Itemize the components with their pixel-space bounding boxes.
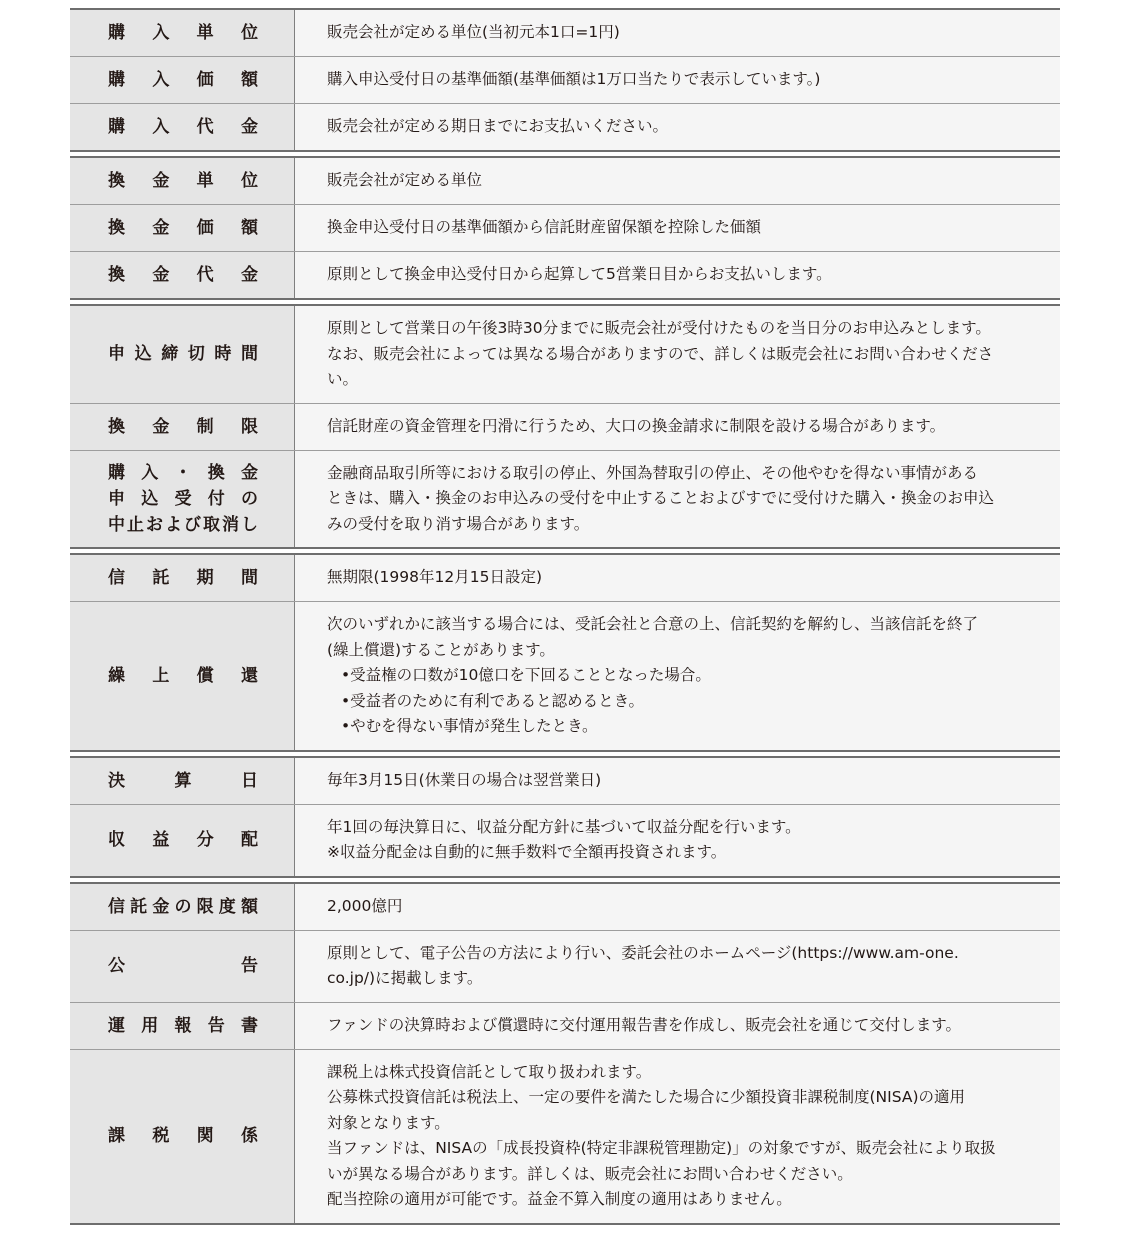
row-value-line: みの受付を取り消す場合があります。 (327, 514, 590, 533)
row-value-cell (295, 205, 1060, 251)
row-value-cell (295, 1050, 1060, 1223)
row-value-line: •受益権の口数が10億口を下回ることとなった場合。 (341, 666, 711, 684)
section-group (70, 882, 1060, 1225)
row-label-cell (70, 57, 295, 103)
section-group (70, 553, 1060, 752)
row-label-cell (70, 931, 295, 1002)
row-value-cell (295, 404, 1060, 450)
row-label: 収 益 分 配 (108, 830, 258, 850)
row-value-line: 販売会社が定める期日までにお支払いください。 (327, 117, 669, 136)
row-value-line: 対象となります。 (327, 1113, 450, 1132)
row-value-line: 次のいずれかに該当する場合には、受託会社と合意の上、信託契約を解約し、当該信託を終了 (327, 615, 979, 633)
row-value-line: ファンドの決算時および償還時に交付運用報告書を作成し、販売会社を通じて交付します。 (327, 1015, 961, 1034)
table-row (70, 1049, 1060, 1223)
table-row (70, 204, 1060, 251)
row-value-line: •やむを得ない事情が発生したとき。 (341, 717, 598, 735)
row-value-cell (295, 158, 1060, 204)
row-value-line: 購入申込受付日の基準価額(基準価額は1万口当たりで表示しています。) (327, 70, 821, 89)
row-value-line: 年1回の毎決算日に、収益分配方針に基づいて収益分配を行います。 (327, 817, 801, 836)
row-label: 換 金 制 限 (108, 416, 258, 437)
section-group (70, 8, 1060, 152)
row-value-cell (295, 451, 1060, 548)
row-value-line: 公募株式投資信託は税法上、一定の要件を満たした場合に少額投資非課税制度(NISA)の適用 (327, 1088, 965, 1106)
row-value-line: 原則として営業日の午後3時30分までに販売会社が受付けたものを当日分のお申込みとします。 (327, 319, 991, 337)
row-label-cell (70, 758, 295, 804)
row-label: 信 託 金 の 限 度 額 (108, 896, 258, 917)
row-label-cell (70, 602, 295, 750)
row-label: 繰 上 償 還 (108, 665, 258, 686)
row-label: 購 入 ・ 換 金 (108, 462, 258, 483)
row-label: 運 用 報 告 書 (108, 1015, 258, 1036)
row-label: 購 入 単 位 (108, 23, 258, 43)
section-group (70, 756, 1060, 878)
row-label: 申 込 締 切 時 間 (108, 344, 258, 365)
row-label: 公 告 (108, 956, 258, 976)
row-value-line: 販売会社が定める単位 (327, 171, 483, 190)
row-label: 申 込 受 付 の (108, 488, 258, 509)
table-row (70, 804, 1060, 876)
row-label: 決 算 日 (108, 770, 258, 791)
row-value-line: ときは、購入・換金のお申込みの受付を中止することおよびすでに受付けた購入・換金のお申込 (327, 489, 994, 507)
row-value-cell (295, 1003, 1060, 1049)
row-label: 換 金 価 額 (108, 218, 258, 238)
row-value-line: 無期限(1998年12月15日設定) (327, 568, 542, 587)
row-label: 信 託 期 間 (108, 568, 258, 588)
table-row (70, 758, 1060, 804)
row-value-cell (295, 805, 1060, 876)
row-value-line: なお、販売会社によっては異なる場合がありますので、詳しくは販売会社にお問い合わせくださ (327, 344, 994, 363)
row-label-cell (70, 104, 295, 150)
row-value-cell (295, 931, 1060, 1002)
row-value-line: 課税上は株式投資信託として取り扱われます。 (327, 1062, 652, 1081)
table-row (70, 56, 1060, 103)
row-value-line: co.jp/)に掲載します。 (327, 969, 483, 987)
row-value-line: 原則として換金申込受付日から起算して5営業日目からお支払いします。 (327, 265, 832, 284)
row-label: 購 入 代 金 (108, 117, 258, 137)
row-value-line: •受益者のために有利であると認めるとき。 (341, 691, 645, 710)
table-row (70, 158, 1060, 204)
table-row (70, 601, 1060, 750)
row-value-line: (繰上償還)することがあります。 (327, 640, 555, 659)
row-label-cell (70, 205, 295, 251)
table-row (70, 251, 1060, 298)
table-row (70, 884, 1060, 930)
table-row (70, 555, 1060, 601)
row-value-cell (295, 252, 1060, 298)
row-label: 中 止 お よ び 取 消 し (108, 514, 258, 535)
row-label-cell (70, 1003, 295, 1049)
row-label: 換 金 代 金 (108, 265, 258, 285)
row-label-cell (70, 10, 295, 56)
row-label-cell (70, 805, 295, 876)
row-label: 課 税 関 係 (108, 1126, 258, 1146)
table-row (70, 1002, 1060, 1049)
table-row (70, 450, 1060, 548)
row-value-line: 配当控除の適用が可能です。益金不算入制度の適用はありません。 (327, 1190, 792, 1208)
table-row (70, 103, 1060, 150)
row-label-cell (70, 252, 295, 298)
section-group (70, 304, 1060, 549)
row-value-cell (295, 306, 1060, 403)
row-value-line: い。 (327, 370, 359, 388)
row-label-cell (70, 404, 295, 450)
row-value-line: 2,000億円 (327, 896, 403, 915)
row-value-line: 金融商品取引所等における取引の停止、外国為替取引の停止、その他やむを得ない事情がある (327, 463, 979, 482)
row-label-cell (70, 1050, 295, 1223)
fund-terms-table (70, 8, 1060, 1229)
row-value-line: 当ファンドは、NISAの「成長投資枠(特定非課税管理勘定)」の対象ですが、販売会社により取扱 (327, 1139, 996, 1157)
section-group (70, 156, 1060, 300)
row-value-cell (295, 10, 1060, 56)
row-value-cell (295, 555, 1060, 601)
row-value-line: 原則として、電子公告の方法により行い、委託会社のホームページ(https://www.am-one. (327, 943, 959, 962)
row-label-cell (70, 451, 295, 548)
row-label-cell (70, 884, 295, 930)
row-value-line: 換金申込受付日の基準価額から信託財産留保額を控除した価額 (327, 218, 762, 237)
row-value-cell (295, 758, 1060, 804)
row-label: 換 金 単 位 (108, 171, 258, 191)
row-label-cell (70, 158, 295, 204)
row-value-line: ※収益分配金は自動的に無手数料で全額再投資されます。 (327, 843, 727, 861)
row-value-line: 信託財産の資金管理を円滑に行うため、大口の換金請求に制限を設ける場合があります。 (327, 416, 946, 435)
row-value-line: 毎年3月15日(休業日の場合は翌営業日) (327, 770, 602, 789)
row-value-cell (295, 602, 1060, 750)
table-row (70, 10, 1060, 56)
row-label-cell (70, 555, 295, 601)
table-row (70, 306, 1060, 403)
row-value-line: いが異なる場合があります。詳しくは、販売会社にお問い合わせください。 (327, 1164, 853, 1183)
row-value-cell (295, 104, 1060, 150)
row-value-line: 販売会社が定める単位(当初元本1口=1円) (327, 23, 620, 42)
table-row (70, 403, 1060, 450)
row-label-cell (70, 306, 295, 403)
table-row (70, 930, 1060, 1002)
row-value-cell (295, 884, 1060, 930)
row-value-cell (295, 57, 1060, 103)
row-label: 購 入 価 額 (108, 70, 258, 90)
